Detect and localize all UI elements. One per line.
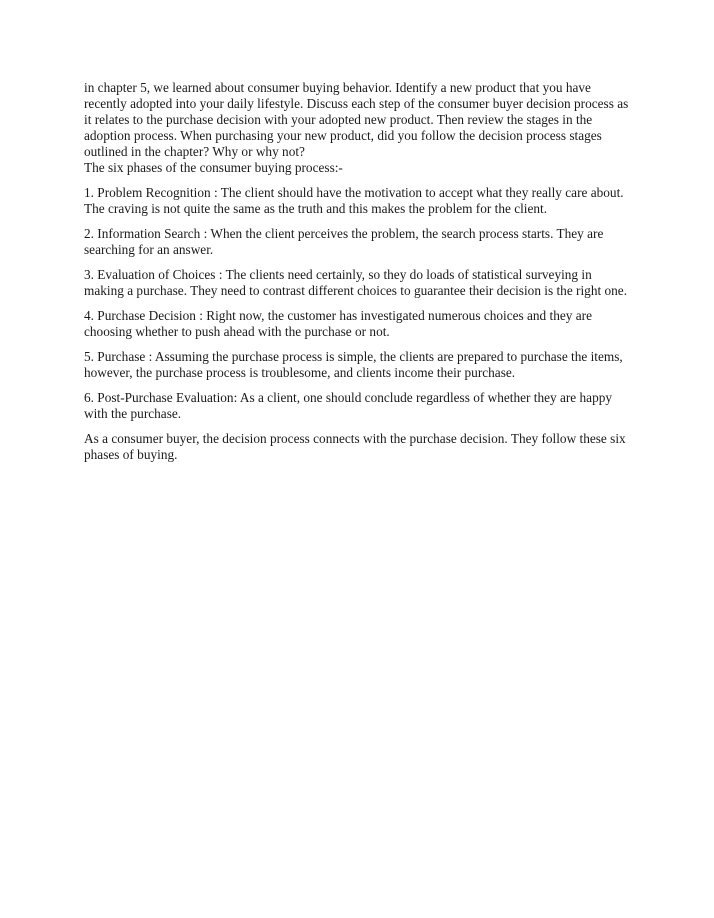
- document-page: [84, 80, 634, 472]
- intro-paragraph: The six phases of the consumer buying process:-: [84, 160, 343, 175]
- step-paragraph-3: 3. Evaluation of Choices : The clients need certainly, so they do loads of statistical surveying in making a purchase. They need to contrast different choices to guarantee their decision is the right one.: [84, 267, 628, 298]
- question-paragraph: in chapter 5, we learned about consumer buying behavior. Identify a new product that you have recently adopted into your daily lifestyle. Discuss each step of the consumer buyer decision process as it relates to the purchase decision with your adopted new product. Then review the stages in the adoption process. When purchasing your new product, did you follow the decision process stages outlined in the chapter? Why or why not?: [84, 80, 629, 159]
- step-paragraph-1: 1. Problem Recognition : The client should have the motivation to accept what they really care about. The craving is not quite the same as the truth and this makes the problem for the client.: [84, 185, 624, 216]
- step-paragraph-4: 4. Purchase Decision : Right now, the customer has investigated numerous choices and they are choosing whether to push ahead with the purchase or not.: [84, 308, 592, 339]
- step-paragraph-2: 2. Information Search : When the client perceives the problem, the search process starts. They are searching for an answer.: [84, 226, 604, 257]
- step-paragraph-6: 6. Post-Purchase Evaluation: As a client, one should conclude regardless of whether they are happy with the purchase.: [84, 390, 613, 421]
- conclusion-paragraph: As a consumer buyer, the decision process connects with the purchase decision. They follow these six phases of buying.: [84, 431, 626, 462]
- step-paragraph-5: 5. Purchase : Assuming the purchase process is simple, the clients are prepared to purchase the items, however, the purchase process is troublesome, and clients income their purchase.: [84, 349, 623, 380]
